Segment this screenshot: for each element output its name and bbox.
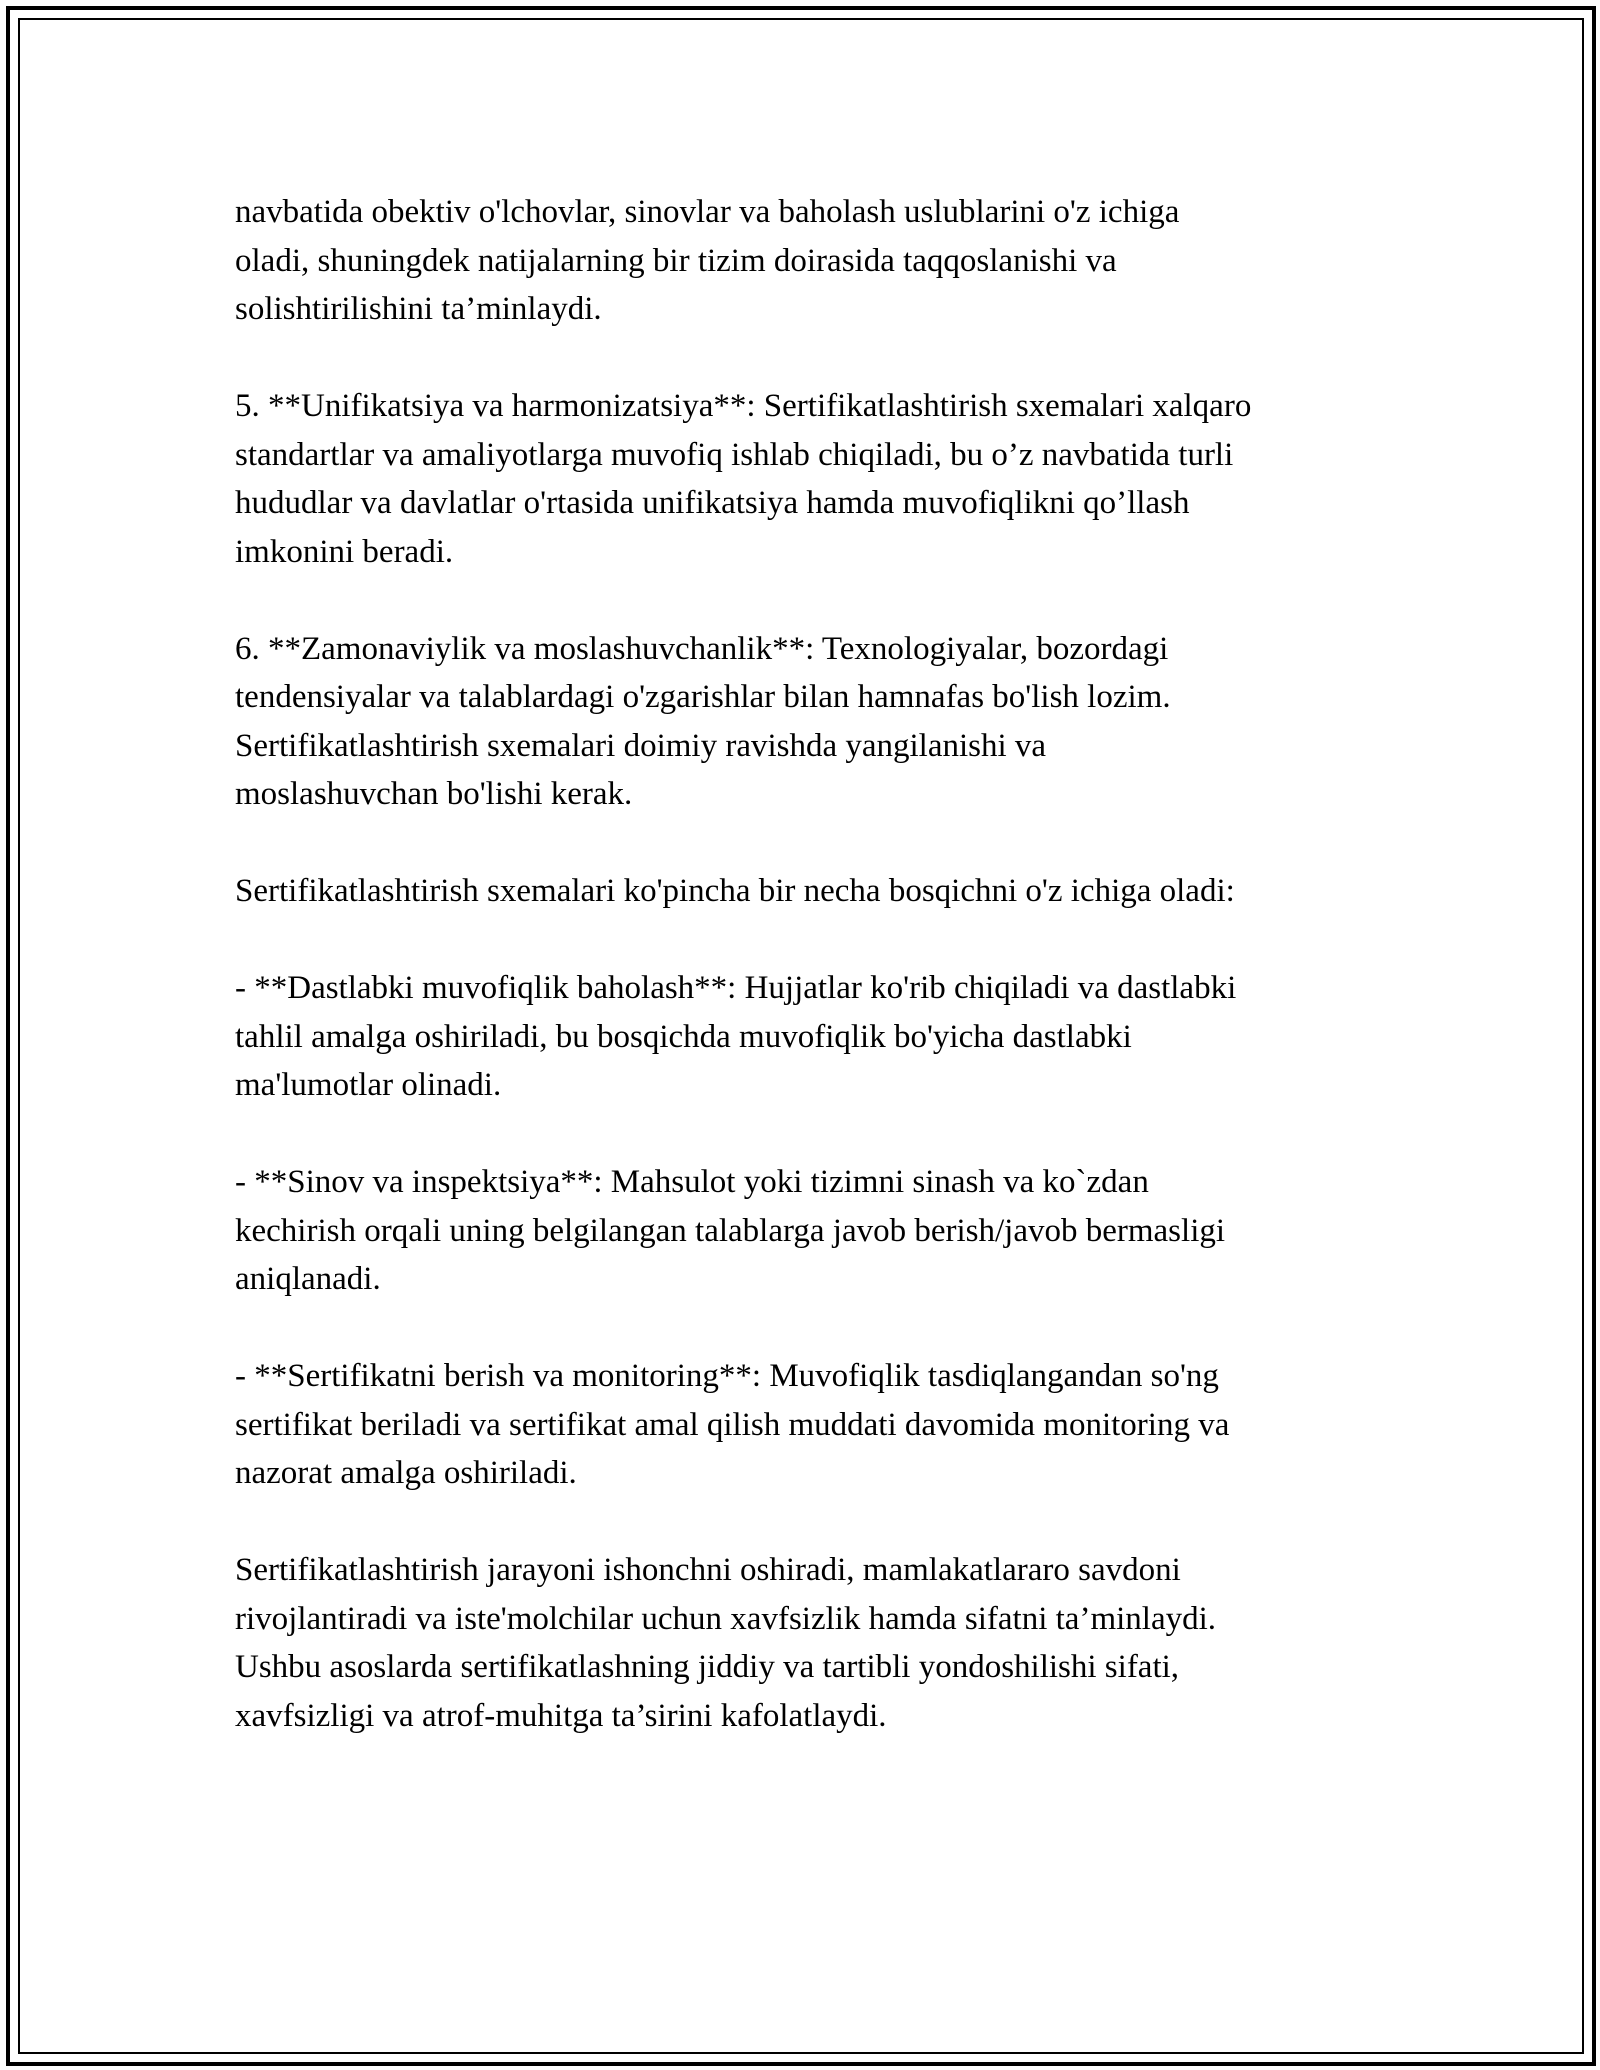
paragraph-unification: 5. **Unifikatsiya va harmonizatsiya**: Sertifikatlashtirish sxemalari xalqaro standartlar va amaliyotlarga muvofiq ishlab chiqiladi, bu o’z navbatida turli hududlar va davlatlar o'rtasida unifikatsiya hamda muvofiqlikni qo’llash imkonini beradi.	[235, 388, 1252, 570]
paragraph-conclusion: Sertifikatlashtirish jarayoni ishonchni oshiradi, mamlakatlararo savdoni rivojlantiradi va iste'molchilar uchun xavfsizlik hamda sifatni ta’minlaydi. Ushbu asoslarda sertifikatlashning jiddiy va tartibli yondoshilishi sifati, xavfsizligi va atrof-muhitga ta’sirini kafolatlaydi.	[235, 1552, 1217, 1734]
list-item-initial-assessment: - **Dastlabki muvofiqlik baholash**: Hujjatlar ko'rib chiqiladi va dastlabki tahlil amalga oshiriladi, bu bosqichda muvofiqlik bo'yicha dastlabki ma'lumotlar olinadi.	[235, 970, 1237, 1103]
list-item-testing-inspection: - **Sinov va inspektsiya**: Mahsulot yoki tizimni sinash va ko`zdan kechirish orqali uning belgilangan talablarga javob berish/javob bermasligi aniqlanadi.	[235, 1164, 1226, 1297]
document-body	[235, 188, 1385, 1789]
paragraph-modernity: 6. **Zamonaviylik va moslashuvchanlik**: Texnologiyalar, bozordagi tendensiyalar va talablardagi o'zgarishlar bilan hamnafas bo'lish lozim. Sertifikatlashtirish sxemalari doimiy ravishda yangilanishi va moslashuvchan bo'lishi kerak.	[235, 630, 1171, 812]
list-item-certificate-monitoring: - **Sertifikatni berish va monitoring**: Muvofiqlik tasdiqlangandan so'ng sertifikat beriladi va sertifikat amal qilish muddati davomida monitoring va nazorat amalga oshiriladi.	[235, 1358, 1230, 1491]
paragraph-stages-intro: Sertifikatlashtirish sxemalari ko'pincha bir necha bosqichni o'z ichiga oladi:	[235, 873, 1235, 909]
paragraph-continuation: navbatida obektiv o'lchovlar, sinovlar va baholash uslublarini o'z ichiga oladi, shuningdek natijalarning bir tizim doirasida taqqoslanishi va solishtirilishini ta’minlaydi.	[235, 194, 1180, 327]
